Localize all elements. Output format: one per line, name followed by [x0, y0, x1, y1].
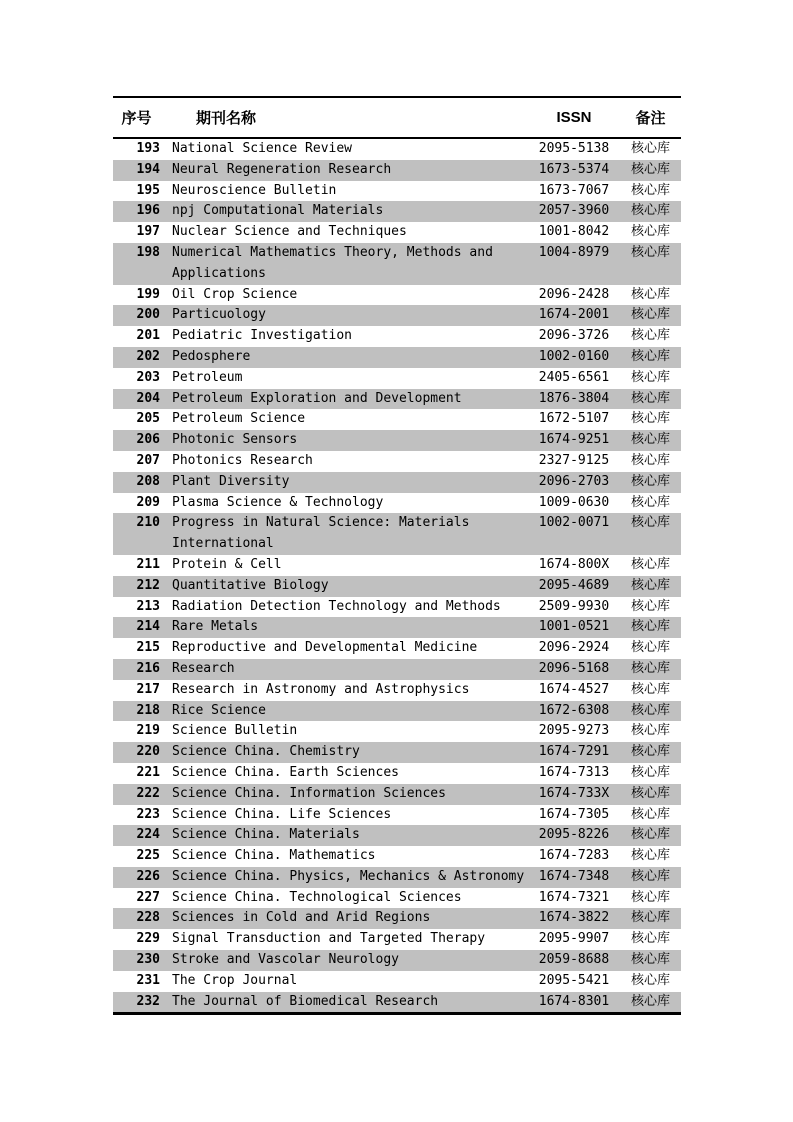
cell-issn: 2096-5168 — [538, 660, 610, 676]
cell-no: 203 — [136, 369, 160, 385]
cell-note: 核心库 — [630, 785, 670, 801]
cell-issn: 1674-8301 — [538, 993, 610, 1009]
cell-name: Science China. Mathematics — [172, 848, 376, 864]
cell-note: 核心库 — [630, 286, 670, 302]
cell-name: Research — [172, 660, 235, 676]
cell-name: Plant Diversity — [172, 473, 290, 489]
cell-issn: 1674-2001 — [538, 307, 610, 323]
cell-no: 219 — [136, 723, 160, 739]
table-row — [113, 908, 681, 929]
table-row — [113, 305, 681, 326]
table-row — [113, 368, 681, 389]
cell-note: 核心库 — [630, 307, 670, 323]
cell-no: 225 — [136, 848, 160, 864]
table-row — [113, 243, 681, 285]
cell-note: 核心库 — [630, 889, 670, 905]
table-row — [113, 555, 681, 576]
cell-note: 核心库 — [630, 224, 670, 240]
cell-note: 核心库 — [630, 203, 670, 219]
cell-issn: 1009-0630 — [538, 494, 610, 510]
cell-name: Plasma Science & Technology — [172, 494, 384, 510]
cell-note: 核心库 — [630, 515, 670, 531]
cell-no: 210 — [136, 515, 160, 531]
cell-issn: 2096-2703 — [538, 473, 610, 489]
cell-no: 215 — [136, 640, 160, 656]
cell-name: Pediatric Investigation — [172, 328, 353, 344]
table-row — [113, 617, 681, 638]
cell-no: 212 — [136, 577, 160, 593]
cell-issn: 1002-0071 — [538, 515, 610, 531]
cell-note: 核心库 — [630, 702, 670, 718]
cell-issn: 2095-4689 — [538, 577, 610, 593]
header-issn: ISSN — [528, 97, 620, 138]
cell-issn: 2096-2924 — [538, 640, 610, 656]
cell-name: Progress in Natural Science: Materials International — [172, 515, 470, 552]
journal-table-body — [113, 138, 681, 1014]
cell-name: Science China. Materials — [172, 827, 360, 843]
cell-no: 222 — [136, 785, 160, 801]
cell-name: The Crop Journal — [172, 972, 298, 988]
cell-name: Reproductive and Developmental Medicine — [172, 640, 478, 656]
table-row — [113, 992, 681, 1014]
cell-note: 核心库 — [630, 473, 670, 489]
cell-no: 214 — [136, 619, 160, 635]
cell-note: 核心库 — [630, 931, 670, 947]
cell-name: Petroleum Science — [172, 411, 306, 427]
cell-note: 核心库 — [630, 972, 670, 988]
cell-issn: 1674-7313 — [538, 764, 610, 780]
cell-no: 207 — [136, 452, 160, 468]
cell-no: 206 — [136, 432, 160, 448]
header-note: 备注 — [620, 97, 681, 138]
table-row — [113, 222, 681, 243]
cell-issn: 2095-9907 — [538, 931, 610, 947]
cell-no: 224 — [136, 827, 160, 843]
table-row — [113, 472, 681, 493]
cell-name: Oil Crop Science — [172, 286, 298, 302]
cell-name: Science China. Earth Sciences — [172, 764, 399, 780]
cell-name: Science Bulletin — [172, 723, 298, 739]
cell-name: Photonics Research — [172, 452, 313, 468]
cell-name: Science China. Life Sciences — [172, 806, 392, 822]
cell-name: Numerical Mathematics Theory, Methods and Applications — [172, 244, 493, 281]
cell-note: 核心库 — [630, 411, 670, 427]
cell-issn: 1672-5107 — [538, 411, 610, 427]
cell-name: The Journal of Biomedical Research — [172, 993, 439, 1009]
cell-no: 202 — [136, 348, 160, 364]
cell-no: 205 — [136, 411, 160, 427]
table-row — [113, 576, 681, 597]
cell-no: 227 — [136, 889, 160, 905]
cell-name: Signal Transduction and Targeted Therapy — [172, 931, 486, 947]
cell-issn: 1673-5374 — [538, 161, 610, 177]
table-row — [113, 201, 681, 222]
cell-note: 核心库 — [630, 244, 670, 260]
cell-note: 核心库 — [630, 390, 670, 406]
cell-no: 194 — [136, 161, 160, 177]
cell-issn: 1674-7305 — [538, 806, 610, 822]
cell-issn: 1001-0521 — [538, 619, 610, 635]
cell-note: 核心库 — [630, 369, 670, 385]
cell-no: 204 — [136, 390, 160, 406]
cell-no: 213 — [136, 598, 160, 614]
cell-name: Neuroscience Bulletin — [172, 182, 337, 198]
cell-note: 核心库 — [630, 681, 670, 697]
cell-no: 209 — [136, 494, 160, 510]
table-row — [113, 285, 681, 306]
cell-issn: 1674-733X — [538, 785, 610, 801]
table-row — [113, 701, 681, 722]
table-row — [113, 721, 681, 742]
cell-note: 核心库 — [630, 182, 670, 198]
cell-note: 核心库 — [630, 806, 670, 822]
table-row — [113, 680, 681, 701]
cell-note: 核心库 — [630, 868, 670, 884]
table-header — [113, 97, 681, 138]
cell-name: Rice Science — [172, 702, 266, 718]
table-row — [113, 326, 681, 347]
table-row — [113, 430, 681, 451]
cell-issn: 1674-7321 — [538, 889, 610, 905]
table-row — [113, 451, 681, 472]
table-row — [113, 846, 681, 867]
cell-issn: 1674-7348 — [538, 868, 610, 884]
header-no: 序号 — [113, 97, 160, 138]
cell-name: npj Computational Materials — [172, 203, 384, 219]
cell-name: Science China. Chemistry — [172, 744, 360, 760]
cell-no: 198 — [136, 244, 160, 260]
cell-no: 216 — [136, 660, 160, 676]
cell-no: 193 — [136, 141, 160, 156]
cell-issn: 2095-9273 — [538, 723, 610, 739]
cell-note: 核心库 — [630, 827, 670, 843]
table-row — [113, 659, 681, 680]
table-row — [113, 784, 681, 805]
cell-no: 208 — [136, 473, 160, 489]
table-row — [113, 493, 681, 514]
cell-name: Science China. Physics, Mechanics & Astronomy — [172, 868, 525, 884]
cell-issn: 2327-9125 — [538, 452, 610, 468]
cell-name: Nuclear Science and Techniques — [172, 224, 407, 240]
cell-name: Research in Astronomy and Astrophysics — [172, 681, 470, 697]
table-row — [113, 867, 681, 888]
cell-issn: 1674-9251 — [538, 432, 610, 448]
table-row — [113, 888, 681, 909]
cell-no: 218 — [136, 702, 160, 718]
table-row — [113, 950, 681, 971]
cell-note: 核心库 — [630, 744, 670, 760]
cell-name: Photonic Sensors — [172, 432, 298, 448]
cell-issn: 1672-6308 — [538, 702, 610, 718]
cell-no: 226 — [136, 868, 160, 884]
cell-issn: 2095-8226 — [538, 827, 610, 843]
cell-issn: 1674-4527 — [538, 681, 610, 697]
cell-name: Pedosphere — [172, 348, 251, 364]
cell-note: 核心库 — [630, 328, 670, 344]
cell-no: 230 — [136, 952, 160, 968]
cell-issn: 1674-800X — [538, 556, 610, 572]
cell-name: Neural Regeneration Research — [172, 161, 392, 177]
table-row — [113, 160, 681, 181]
cell-no: 200 — [136, 307, 160, 323]
cell-name: Petroleum — [172, 369, 243, 385]
cell-issn: 2096-2428 — [538, 286, 610, 302]
cell-note: 核心库 — [630, 640, 670, 656]
cell-no: 232 — [136, 993, 160, 1009]
table-row — [113, 638, 681, 659]
cell-issn: 2095-5138 — [538, 141, 610, 156]
cell-issn: 2509-9930 — [538, 598, 610, 614]
cell-name: Quantitative Biology — [172, 577, 329, 593]
cell-issn: 1674-3822 — [538, 910, 610, 926]
cell-note: 核心库 — [630, 993, 670, 1009]
table-row — [113, 971, 681, 992]
table-row — [113, 825, 681, 846]
cell-note: 核心库 — [630, 348, 670, 364]
header-row — [113, 97, 681, 138]
cell-no: 197 — [136, 224, 160, 240]
header-name: 期刊名称 — [160, 97, 528, 138]
cell-note: 核心库 — [630, 619, 670, 635]
table-row — [113, 513, 681, 555]
cell-issn: 2059-8688 — [538, 952, 610, 968]
cell-name: Sciences in Cold and Arid Regions — [172, 910, 431, 926]
cell-issn: 2095-5421 — [538, 972, 610, 988]
cell-issn: 2096-3726 — [538, 328, 610, 344]
cell-no: 217 — [136, 681, 160, 697]
table-row — [113, 742, 681, 763]
cell-note: 核心库 — [630, 952, 670, 968]
cell-no: 221 — [136, 764, 160, 780]
table-row — [113, 805, 681, 826]
cell-name: Particuology — [172, 307, 266, 323]
journal-table — [113, 96, 681, 1015]
cell-name: Science China. Technological Sciences — [172, 889, 462, 905]
cell-name: Petroleum Exploration and Development — [172, 390, 462, 406]
cell-note: 核心库 — [630, 141, 670, 156]
cell-issn: 1002-0160 — [538, 348, 610, 364]
cell-note: 核心库 — [630, 723, 670, 739]
cell-issn: 1674-7283 — [538, 848, 610, 864]
cell-note: 核心库 — [630, 848, 670, 864]
cell-note: 核心库 — [630, 598, 670, 614]
cell-no: 220 — [136, 744, 160, 760]
cell-issn: 1876-3804 — [538, 390, 610, 406]
cell-issn: 2405-6561 — [538, 369, 610, 385]
cell-no: 211 — [136, 556, 160, 572]
cell-note: 核心库 — [630, 910, 670, 926]
cell-no: 231 — [136, 972, 160, 988]
cell-name: Science China. Information Sciences — [172, 785, 446, 801]
table-row — [113, 409, 681, 430]
cell-note: 核心库 — [630, 432, 670, 448]
cell-no: 229 — [136, 931, 160, 947]
cell-name: Stroke and Vascolar Neurology — [172, 952, 399, 968]
cell-note: 核心库 — [630, 660, 670, 676]
cell-issn: 2057-3960 — [538, 203, 610, 219]
table-row — [113, 181, 681, 202]
cell-issn: 1004-8979 — [538, 244, 610, 260]
cell-no: 223 — [136, 806, 160, 822]
table-row — [113, 763, 681, 784]
cell-name: Radiation Detection Technology and Methods — [172, 598, 501, 614]
cell-issn: 1673-7067 — [538, 182, 610, 198]
table-row — [113, 597, 681, 618]
cell-issn: 1674-7291 — [538, 744, 610, 760]
cell-no: 201 — [136, 328, 160, 344]
cell-name: National Science Review — [172, 141, 353, 156]
cell-no: 199 — [136, 286, 160, 302]
cell-note: 核心库 — [630, 161, 670, 177]
cell-note: 核心库 — [630, 452, 670, 468]
cell-issn: 1001-8042 — [538, 224, 610, 240]
table-row — [113, 929, 681, 950]
table-row — [113, 347, 681, 368]
cell-no: 196 — [136, 203, 160, 219]
table-row — [113, 138, 681, 160]
cell-note: 核心库 — [630, 577, 670, 593]
cell-no: 195 — [136, 182, 160, 198]
cell-note: 核心库 — [630, 764, 670, 780]
table-row — [113, 389, 681, 410]
cell-note: 核心库 — [630, 556, 670, 572]
cell-no: 228 — [136, 910, 160, 926]
cell-name: Protein & Cell — [172, 556, 282, 572]
cell-note: 核心库 — [630, 494, 670, 510]
cell-name: Rare Metals — [172, 619, 259, 635]
